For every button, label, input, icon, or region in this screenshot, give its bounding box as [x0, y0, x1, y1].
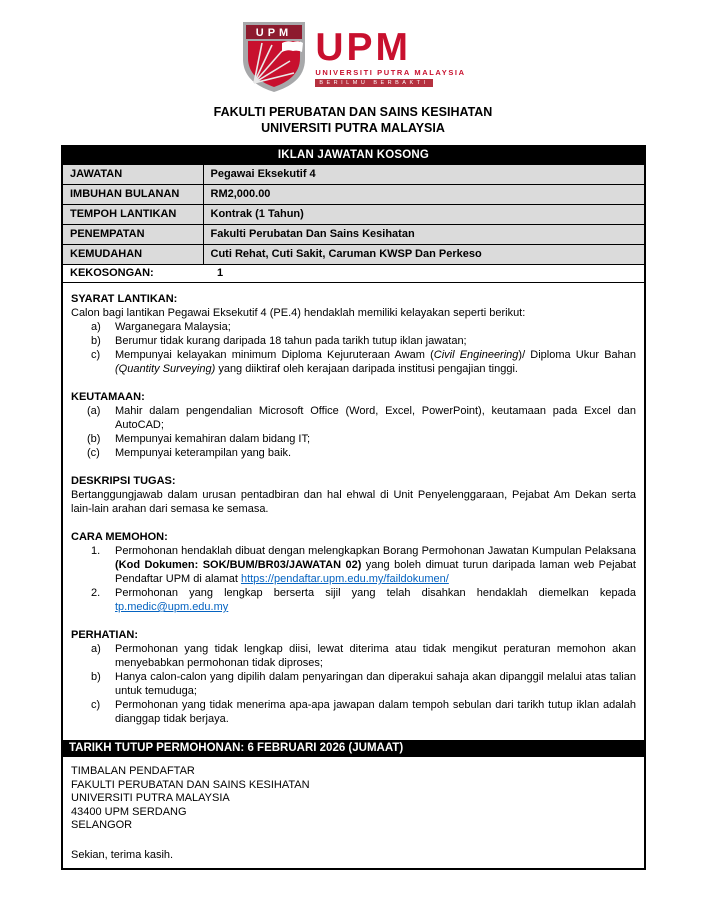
- row-value: Cuti Rehat, Cuti Sakit, Caruman KWSP Dan Perkeso: [203, 245, 644, 265]
- section-keutamaan: [71, 390, 636, 460]
- header-university: UNIVERSITI PUTRA MALAYSIA: [261, 121, 445, 135]
- closing-date-banner: TARIKH TUTUP PERMOHONAN: 6 FEBRUARI 2026 (JUMAAT): [63, 740, 644, 757]
- list-text: Mempunyai kemahiran dalam bidang IT;: [115, 433, 311, 445]
- svg-text:UPM: UPM: [256, 27, 293, 39]
- list-item: [71, 334, 636, 348]
- list-marker: c): [91, 349, 101, 361]
- header-faculty: FAKULTI PERUBATAN DAN SAINS KESIHATAN: [213, 105, 493, 119]
- table-row: [63, 225, 644, 245]
- list-item: [71, 544, 636, 586]
- upm-shield-icon: [240, 21, 308, 94]
- section-cara-memohon: [71, 530, 636, 614]
- list-marker: (b): [87, 433, 101, 445]
- list-text: Hanya calon-calon yang dipilih dalam penyaringan dan diperakui sahaja akan dipanggil melalui atas talian untuk temuduga;: [115, 671, 636, 697]
- advert-box: [61, 145, 646, 870]
- section-heading: KEUTAMAAN:: [71, 391, 145, 403]
- list-item: [71, 446, 636, 460]
- section-heading: SYARAT LANTIKAN:: [71, 293, 178, 305]
- vacancy-row: [63, 265, 644, 283]
- text-run: Mempunyai kelayakan minimum Diploma Kejuruteraan Awam (: [115, 349, 434, 361]
- footer-address: [63, 757, 644, 868]
- section-syarat-lantikan: [71, 292, 636, 376]
- vacancy-value: 1: [217, 267, 224, 279]
- row-label: KEMUDAHAN: [63, 245, 203, 265]
- section-deskripsi-tugas: [71, 474, 636, 516]
- upm-logo: [0, 0, 706, 94]
- text-run: yang boleh dimuat turun daripada laman web Pejabat Pendaftar UPM di alamat: [115, 559, 636, 585]
- upm-university-name: UNIVERSITI PUTRA MALAYSIA: [315, 68, 466, 77]
- list-item: [71, 432, 636, 446]
- job-details-table: [63, 164, 644, 265]
- footer-line: SELANGOR: [71, 819, 133, 831]
- section-perhatian: [71, 628, 636, 726]
- table-row: [63, 185, 644, 205]
- section-heading: PERHATIAN:: [71, 629, 139, 641]
- footer-line: TIMBALAN PENDAFTAR: [71, 765, 195, 777]
- row-label: PENEMPATAN: [63, 225, 203, 245]
- list-marker: (a): [87, 405, 101, 417]
- row-value: Pegawai Eksekutif 4: [203, 165, 644, 185]
- text-run: Permohonan yang lengkap berserta sijil yang telah disahkan hendaklah diemelkan kepada: [115, 587, 636, 599]
- table-row: [63, 245, 644, 265]
- table-row: [63, 165, 644, 185]
- list-text: [115, 544, 636, 586]
- footer-line: UNIVERSITI PUTRA MALAYSIA: [71, 792, 230, 804]
- list-marker: 2.: [91, 587, 101, 599]
- row-value: RM2,000.00: [203, 185, 644, 205]
- table-row: [63, 205, 644, 225]
- italic-run: Civil Engineering: [433, 349, 519, 361]
- list-item: [71, 642, 636, 670]
- section-heading: DESKRIPSI TUGAS:: [71, 475, 176, 487]
- list-item: [71, 586, 636, 614]
- row-label: IMBUHAN BULANAN: [63, 185, 203, 205]
- list-marker: c): [91, 699, 101, 711]
- footer-line: 43400 UPM SERDANG: [71, 805, 187, 818]
- list-text: Permohonan yang tidak menerima apa-apa jawapan dalam tempoh sebulan dari tarikh tutup iklan adalah dianggap tidak berjaya.: [115, 699, 636, 725]
- list-marker: (c): [87, 447, 100, 459]
- list-text: Mempunyai keterampilan yang baik.: [115, 447, 292, 459]
- list-item: [71, 698, 636, 726]
- faildokumen-link[interactable]: https://pendaftar.upm.edu.my/faildokumen/: [240, 573, 449, 585]
- italic-run: (Quantity Surveying): [115, 363, 216, 375]
- list-text: Warganegara Malaysia;: [115, 321, 231, 333]
- footer-line: FAKULTI PERUBATAN DAN SAINS KESIHATAN: [71, 778, 310, 791]
- row-value: Kontrak (1 Tahun): [203, 205, 644, 225]
- list-text: [115, 348, 636, 376]
- bold-run: (Kod Dokumen: SOK/BUM/BR03/JAWATAN 02): [115, 559, 362, 571]
- list-marker: b): [91, 335, 101, 347]
- list-marker: a): [91, 643, 101, 655]
- list-marker: b): [91, 671, 101, 683]
- row-value: Fakulti Perubatan Dan Sains Kesihatan: [203, 225, 644, 245]
- upm-tagline: BERILMU BERBAKTI: [315, 79, 432, 87]
- document-header: [0, 104, 706, 136]
- title-banner: IKLAN JAWATAN KOSONG: [63, 147, 644, 164]
- section-heading: CARA MEMOHON:: [71, 531, 168, 543]
- row-label: TEMPOH LANTIKAN: [63, 205, 203, 225]
- syarat-intro: Calon bagi lantikan Pegawai Eksekutif 4 (PE.4) hendaklah memiliki kelayakan seperti berikut:: [71, 307, 526, 319]
- text-run: yang diiktiraf oleh kerajaan daripada institusi pengajian tinggi.: [215, 363, 518, 375]
- list-marker: 1.: [91, 545, 101, 557]
- vacancy-label: KEKOSONGAN:: [70, 267, 154, 279]
- list-text: Berumur tidak kurang daripada 18 tahun pada tarikh tutup iklan jawatan;: [115, 335, 467, 347]
- list-text: Mahir dalam pengendalian Microsoft Office (Word, Excel, PowerPoint), keutamaan pada Excel dan AutoCAD;: [115, 405, 636, 431]
- text-run: )/ Diploma Ukur Bahan: [518, 349, 636, 361]
- list-item: [71, 670, 636, 698]
- list-text: Permohonan yang tidak lengkap diisi, lewat diterima atau tidak mengikut peraturan memohon akan menyebabkan permohonan tidak diproses;: [115, 643, 636, 669]
- footer-closing: Sekian, terima kasih.: [71, 848, 174, 861]
- upm-wordmark: [315, 21, 465, 87]
- list-marker: a): [91, 321, 101, 333]
- list-text: [115, 586, 636, 614]
- list-item: [71, 320, 636, 334]
- list-item: [71, 348, 636, 376]
- upm-wordmark-text: UPM: [315, 26, 412, 69]
- email-link[interactable]: tp.medic@upm.edu.my: [115, 601, 229, 613]
- list-item: [71, 404, 636, 432]
- text-run: Permohonan hendaklah dibuat dengan melengkapkan Borang Permohonan Jawatan Kumpulan Pelaksana: [115, 545, 636, 557]
- advert-body: [63, 283, 644, 740]
- row-label: JAWATAN: [63, 165, 203, 185]
- deskripsi-text: Bertanggungjawab dalam urusan pentadbiran dan hal ehwal di Unit Penyelenggaraan, Pejabat Am Dekan serta lain-lain arahan dari semasa ke semasa.: [71, 489, 636, 515]
